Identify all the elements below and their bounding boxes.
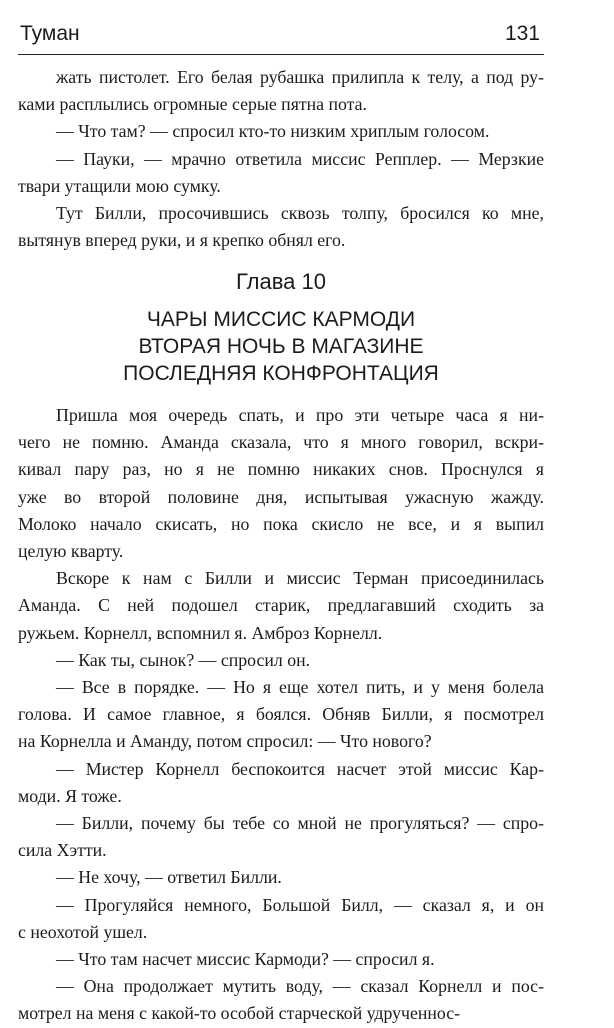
text-line: чего не помню. Аманда сказала, что я много говорил, вскри- bbox=[18, 432, 544, 453]
text-line: — Не хочу, — ответил Билли. bbox=[56, 867, 282, 888]
text-line: — Пауки, — мрачно ответила миссис Репплер. — Мерзкие bbox=[56, 148, 544, 169]
text-line: — Как ты, сынок? — спросил он. bbox=[56, 649, 311, 670]
text-line: уже во второй половине дня, испытывая ужасную жажду. bbox=[18, 486, 544, 507]
chapter-subtitle-2: ВТОРАЯ НОЧЬ В МАГАЗИНЕ bbox=[138, 335, 424, 358]
paragraph bbox=[18, 402, 544, 565]
text-line: Пришла моя очередь спать, и про эти четыре часа я ни- bbox=[56, 405, 544, 425]
text-line: ками расплылись огромные серые пятна пота. bbox=[18, 94, 367, 115]
chapter-number: Глава 10 bbox=[235, 269, 326, 294]
text-line: Вскоре к нам с Билли и миссис Терман присоединилась bbox=[56, 568, 544, 589]
text-line: жать пистолет. Его белая рубашка прилипла к телу, а под ру- bbox=[56, 67, 544, 87]
text-line: — Что там насчет миссис Кармоди? — спросил я. bbox=[56, 949, 435, 970]
paragraph bbox=[18, 647, 544, 674]
text-line: Аманда. С ней подошел старик, предлагавший сходить за bbox=[18, 595, 544, 616]
paragraph bbox=[18, 810, 544, 864]
paragraph bbox=[18, 118, 544, 145]
text-line: с неохотой ушел. bbox=[18, 921, 148, 942]
text-line: моди. Я тоже. bbox=[18, 785, 122, 806]
text-line: — Все в порядке. — Но я еще хотел пить, и у меня болела bbox=[56, 677, 544, 698]
text-line: ружьем. Корнелл, вспомнил я. Амброз Корнелл. bbox=[18, 622, 383, 643]
paragraph bbox=[18, 946, 544, 973]
chapter-subtitle-3: ПОСЛЕДНЯЯ КОНФРОНТАЦИЯ bbox=[123, 362, 439, 385]
text-line: голова. И самое главное, я боялся. Обняв Билли, я посмотрел bbox=[18, 704, 544, 725]
chapter-subtitle-1: ЧАРЫ МИССИС КАРМОДИ bbox=[146, 308, 416, 331]
paragraph bbox=[18, 200, 544, 254]
text-block-main bbox=[18, 402, 544, 1028]
text-line: кивал пару раз, но я не помню никаких снов. Проснулся я bbox=[18, 459, 544, 480]
paragraph bbox=[18, 146, 544, 200]
paragraph bbox=[18, 892, 544, 946]
paragraph bbox=[18, 64, 544, 118]
text-line: мотрел на меня с какой-то особой старческой удрученнос- bbox=[18, 1003, 461, 1024]
text-line: целую кварту. bbox=[18, 541, 124, 562]
text-line: — Что там? — спросил кто-то низким хриплым голосом. bbox=[56, 121, 490, 142]
paragraph bbox=[18, 565, 544, 647]
paragraph bbox=[18, 674, 544, 756]
paragraph bbox=[18, 756, 544, 810]
paragraph bbox=[18, 864, 544, 891]
page-number: 131 bbox=[504, 22, 540, 45]
paragraph bbox=[18, 973, 544, 1027]
text-line: Молоко начало скисать, но пока скисло не все, и я выпил bbox=[18, 513, 544, 534]
text-line: твари утащили мою сумку. bbox=[18, 175, 221, 196]
running-title: Туман bbox=[20, 22, 80, 45]
text-line: — Билли, почему бы тебе со мной не прогуляться? — спро- bbox=[56, 813, 544, 834]
running-header bbox=[18, 14, 544, 55]
text-line: сила Хэтти. bbox=[18, 840, 107, 861]
text-line: на Корнелла и Аманду, потом спросил: — Что нового? bbox=[18, 731, 432, 752]
text-line: — Прогуляйся немного, Большой Билл, — сказал я, и он bbox=[56, 894, 544, 915]
text-line: — Она продолжает мутить воду, — сказал Корнелл и пос- bbox=[56, 976, 544, 997]
chapter-heading bbox=[18, 268, 544, 387]
text-line: — Мистер Корнелл беспокоится насчет этой миссис Кар- bbox=[56, 758, 544, 779]
text-block-top bbox=[18, 64, 544, 254]
text-line: вытянув вперед руки, и я крепко обнял его. bbox=[18, 230, 346, 251]
text-line: Тут Билли, просочившись сквозь толпу, бросился ко мне, bbox=[56, 203, 544, 224]
